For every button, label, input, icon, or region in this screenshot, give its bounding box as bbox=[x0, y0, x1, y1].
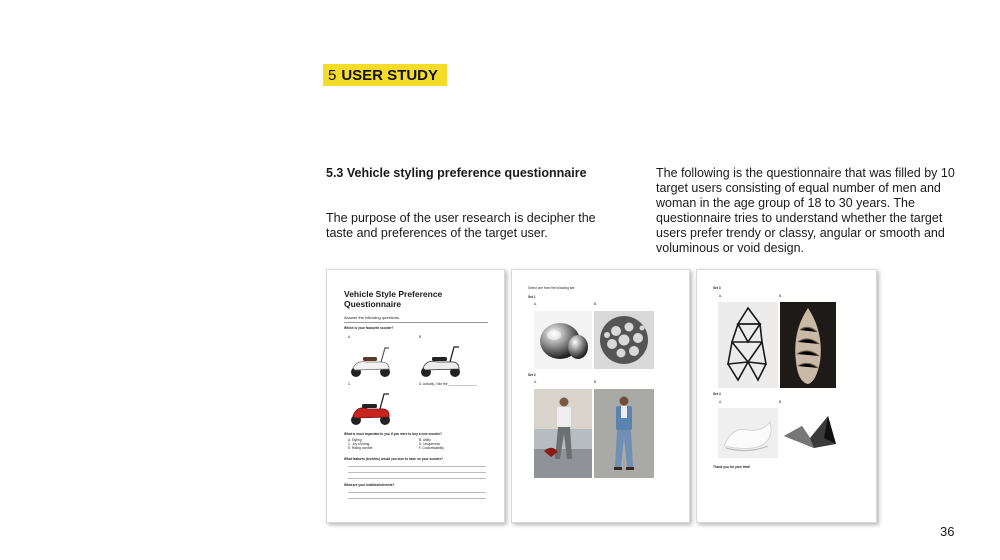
instruction-text: Answer the following questions. bbox=[344, 315, 401, 320]
option-b-label: B. bbox=[779, 294, 783, 298]
question-3: What features (tech/etc) would you love to have on your scooter? bbox=[344, 457, 444, 461]
divider bbox=[344, 322, 488, 323]
question-1: Which is your favourite scooter? bbox=[344, 326, 394, 330]
option-a-label: A. bbox=[534, 302, 538, 306]
smooth-form-image bbox=[718, 408, 778, 458]
option-list-right-2: D. Uniqueness bbox=[419, 442, 440, 446]
subsection-heading: 5.3 Vehicle styling preference questionnaire bbox=[326, 166, 587, 180]
voronoi-sphere-image bbox=[594, 311, 654, 369]
questionnaire-page-3 bbox=[696, 269, 877, 523]
section-number: 5 bbox=[328, 66, 337, 84]
option-list-left-2: C. Joy of riding bbox=[348, 442, 370, 446]
option-list-left-3: E. Riding comfort bbox=[348, 446, 373, 450]
option-a-label: A. bbox=[534, 380, 538, 384]
section-tag bbox=[323, 64, 447, 86]
option-a-label: A. bbox=[719, 400, 723, 404]
set-3-label: Set 3 bbox=[713, 286, 721, 290]
answer-line bbox=[348, 466, 486, 467]
questionnaire-page-2 bbox=[511, 269, 690, 523]
angular-form-image bbox=[780, 408, 840, 458]
option-c-label: C. bbox=[348, 382, 352, 386]
purpose-paragraph: The purpose of the user research is decipher the taste and preferences of the target user. bbox=[326, 211, 596, 240]
question-4: What are your hobbies/interests? bbox=[344, 483, 395, 487]
option-b-label: B. bbox=[594, 380, 598, 384]
option-list-right-1: B. Utility bbox=[419, 438, 431, 442]
set-4-label: Set 4 bbox=[713, 392, 721, 396]
answer-line bbox=[348, 478, 486, 479]
description-paragraph: The following is the questionnaire that was filled by 10 target users consisting of equal number of men and woman in the age group of 18 to 30 years. The questionnaire tries to understand whether the target users prefer trendy or classy, angular or smooth and voluminous or void design. bbox=[656, 166, 955, 255]
option-b-label: B. bbox=[594, 302, 598, 306]
answer-line bbox=[348, 472, 486, 473]
thank-you-text: Thank you for your time! bbox=[713, 465, 751, 469]
option-b-label: B. bbox=[779, 400, 783, 404]
questionnaire-page-1 bbox=[326, 269, 505, 523]
answer-line bbox=[348, 492, 486, 493]
option-list-left-1: A. Styling bbox=[348, 438, 362, 442]
scooter-black-image bbox=[417, 342, 465, 380]
set-1-label: Set 1 bbox=[528, 295, 536, 299]
option-a-label: A. bbox=[348, 335, 352, 339]
instruction-text: Select one from the following set: bbox=[528, 286, 575, 290]
denim-man-image bbox=[594, 389, 654, 478]
set-2-label: Set 2 bbox=[528, 373, 536, 377]
scooter-red-image bbox=[347, 390, 395, 428]
section-title: USER STUDY bbox=[341, 66, 439, 84]
page-number: 36 bbox=[940, 524, 955, 539]
question-2: What is most important to you if you were to buy a new scooter? bbox=[344, 432, 442, 436]
questionnaire-title: Vehicle Style Preference Questionnaire bbox=[344, 289, 443, 309]
tetrahedron-sculpture-image bbox=[718, 302, 778, 388]
sculptural-column-image bbox=[780, 302, 836, 388]
option-b-label: B. bbox=[419, 335, 423, 339]
option-a-label: A. bbox=[719, 294, 723, 298]
scooter-white-image bbox=[347, 342, 395, 380]
chrome-sphere-image bbox=[534, 311, 592, 369]
option-list-right-3: F. Customisability bbox=[419, 446, 444, 450]
option-d-label: D. Actually, I like the ________________ bbox=[419, 382, 477, 386]
answer-line bbox=[348, 498, 486, 499]
casual-man-image bbox=[534, 389, 592, 478]
